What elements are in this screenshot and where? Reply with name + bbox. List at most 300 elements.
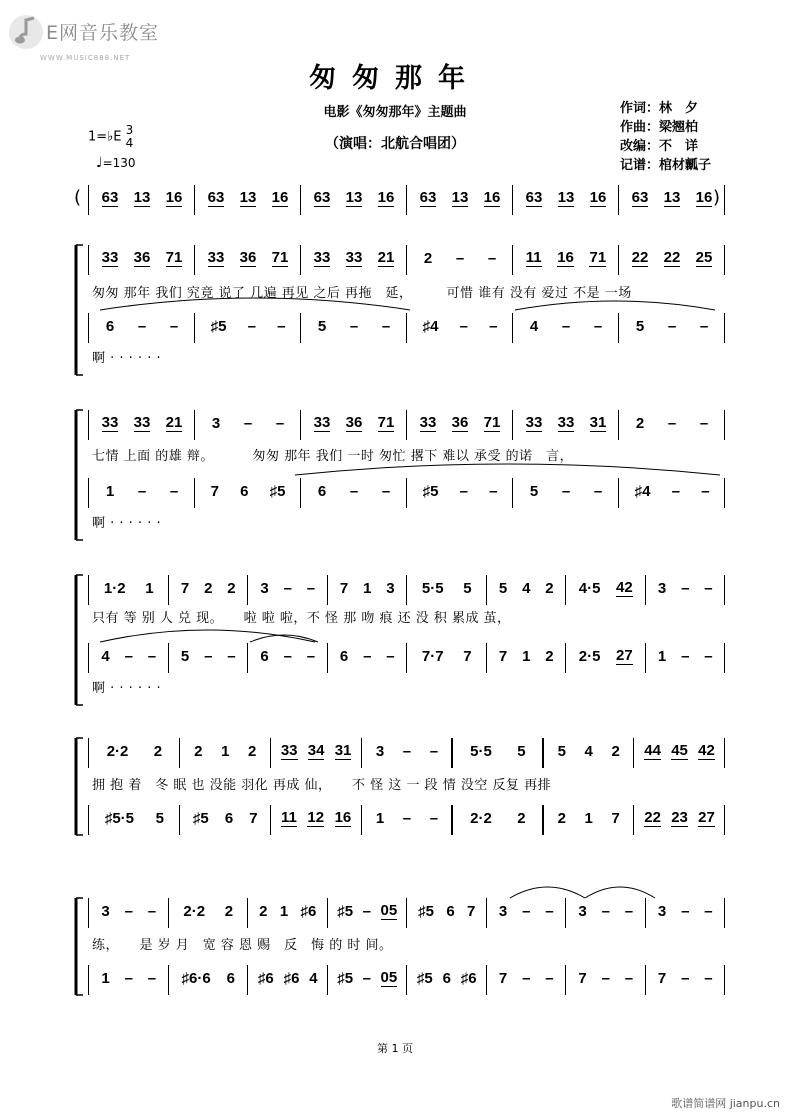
note-group: 6: [224, 810, 234, 827]
measure: [412, 483, 508, 500]
barline: [633, 805, 634, 835]
note-group: –: [275, 415, 285, 432]
song-subtitle: 电影《匆匆那年》主题曲: [323, 105, 467, 120]
note-group: 33: [133, 414, 151, 431]
barline: [168, 575, 169, 605]
barline: [168, 643, 169, 673]
barline: [724, 898, 725, 928]
note-group: 7: [578, 970, 587, 987]
barline: [645, 575, 646, 605]
note-group: 11: [280, 809, 297, 826]
note-group: 2·2: [183, 903, 206, 920]
barline: [512, 245, 513, 275]
note-group: –: [349, 318, 359, 335]
slur: [585, 887, 655, 898]
barline: [194, 478, 195, 508]
note-group: –: [704, 970, 713, 987]
barline: [361, 738, 362, 768]
barline: [406, 185, 407, 215]
note-group: 33: [313, 249, 331, 266]
barline: [194, 185, 195, 215]
note-group: 5: [517, 743, 526, 760]
barline: [247, 898, 248, 928]
measure: [412, 250, 508, 267]
note-group: 1: [363, 580, 372, 597]
note-group: –: [362, 903, 371, 920]
barline: [247, 965, 248, 995]
note-group: –: [124, 970, 133, 987]
note-group: 42: [616, 579, 633, 596]
barline: [327, 575, 328, 605]
measure: [185, 810, 266, 827]
note-group: 05: [380, 902, 398, 919]
measure: [94, 580, 164, 597]
barline: [270, 738, 271, 768]
measure: [571, 580, 641, 597]
note-group: 2: [204, 580, 213, 597]
note-group: 4: [101, 648, 110, 665]
barline: [724, 575, 725, 605]
note-group: 13: [557, 189, 575, 206]
note-group: 33: [525, 414, 543, 431]
note-group: –: [704, 648, 713, 665]
barline: [88, 575, 89, 605]
note-group: 6: [446, 903, 455, 920]
barline: [645, 643, 646, 673]
note-group: 36: [345, 414, 363, 431]
notation-row: [0, 575, 790, 605]
note-group: 16: [377, 189, 395, 206]
note-group: 3: [375, 743, 385, 760]
note-group: 11: [525, 249, 542, 266]
measure: [518, 483, 614, 500]
barline: [194, 410, 195, 440]
music-note-logo-icon: [6, 12, 46, 52]
barline: [247, 575, 248, 605]
barline: [88, 478, 89, 508]
note-group: 3: [578, 903, 587, 920]
measure: [94, 483, 190, 500]
barline: [168, 965, 169, 995]
barline: [486, 575, 487, 605]
measure: [276, 810, 357, 827]
note-group: 33: [280, 742, 298, 759]
note-group: –: [593, 318, 603, 335]
note-group: ♯5: [416, 970, 433, 987]
note-group: –: [429, 810, 439, 827]
notation-row: [0, 738, 790, 768]
note-group: 5: [180, 648, 190, 665]
measure: [253, 580, 323, 597]
barline: [406, 245, 407, 275]
note-group: 6: [317, 483, 327, 500]
measure: [174, 970, 244, 987]
measure: [333, 970, 403, 987]
measure: [492, 970, 562, 987]
barline: [565, 898, 566, 928]
note-group: 1: [584, 810, 593, 827]
note-group: –: [561, 318, 571, 335]
note-group: 7: [249, 810, 258, 827]
note-group: 7: [657, 970, 667, 987]
note-group: –: [247, 318, 256, 335]
note-group: 22: [631, 249, 649, 266]
measure: [367, 743, 448, 760]
note-group: 6: [105, 318, 115, 335]
measure: [571, 648, 641, 665]
note-group: 5: [635, 318, 645, 335]
barline: [633, 738, 634, 768]
note-group: 16: [271, 189, 289, 206]
note-group: 2: [153, 743, 163, 760]
barline: [300, 245, 301, 275]
barline: [724, 738, 725, 768]
lyric-row: [0, 605, 790, 635]
note-group: –: [227, 648, 236, 665]
measure: [94, 190, 190, 207]
measure: [651, 580, 721, 597]
note-group: –: [124, 903, 133, 920]
note-group: –: [601, 970, 610, 987]
song-title: 匆匆那年: [309, 63, 481, 94]
notation-row: [0, 185, 790, 215]
note-group: 33: [313, 414, 331, 431]
note-group: –: [601, 903, 610, 920]
barline: [88, 245, 89, 275]
note-group: –: [522, 903, 531, 920]
note-group: 45: [671, 742, 688, 759]
note-group: –: [545, 903, 554, 920]
note-group: 4: [529, 318, 539, 335]
note-group: –: [459, 318, 468, 335]
note-group: –: [704, 903, 713, 920]
barline: [724, 805, 725, 835]
note-group: 5: [498, 580, 508, 597]
lyric-row: [0, 280, 790, 310]
note-group: 16: [695, 189, 713, 206]
note-group: 5: [529, 483, 539, 500]
measure: [94, 743, 175, 760]
barline: [300, 185, 301, 215]
note-group: 16: [557, 249, 574, 266]
note-group: 5·5: [421, 580, 444, 597]
note-group: ♯5: [192, 810, 209, 827]
note-group: ♯5·5: [104, 810, 135, 827]
note-group: –: [381, 483, 391, 500]
note-group: 36: [239, 249, 257, 266]
measure: [306, 250, 402, 267]
note-group: 63: [419, 189, 437, 206]
note-group: 71: [377, 414, 395, 431]
note-group: 7·7: [421, 648, 444, 665]
barline: [406, 313, 407, 343]
credit-arranger: 改编：不 详: [620, 139, 699, 154]
barline: [724, 643, 725, 673]
note-group: 33: [345, 249, 363, 266]
barline: [168, 898, 169, 928]
note-group: 2: [545, 580, 554, 597]
note-group: –: [124, 648, 133, 665]
note-group: 21: [377, 249, 395, 266]
barline: [724, 185, 725, 215]
barline: [451, 805, 452, 835]
barline: [300, 478, 301, 508]
note-group: 1: [657, 648, 667, 665]
note-group: 27: [698, 809, 715, 826]
note-group: 25: [695, 249, 713, 266]
barline: [406, 643, 407, 673]
note-group: 36: [133, 249, 151, 266]
note-group: –: [386, 648, 395, 665]
barline: [451, 738, 452, 768]
measure: [492, 903, 562, 920]
note-group: 4·5: [578, 580, 601, 597]
note-group: –: [169, 318, 179, 335]
measure: [639, 743, 720, 760]
measure: [367, 810, 448, 827]
note-group: –: [667, 415, 677, 432]
note-group: 2: [194, 743, 203, 760]
measure: [624, 318, 720, 335]
measure: [651, 903, 721, 920]
note-group: 13: [345, 189, 363, 206]
note-group: 16: [165, 189, 183, 206]
note-group: –: [704, 580, 713, 597]
measure: [333, 648, 403, 665]
note-group: –: [701, 483, 710, 500]
barline: [327, 643, 328, 673]
note-group: 63: [207, 189, 225, 206]
watermark-logo-text: E网音乐教室: [46, 22, 160, 44]
measure: [457, 810, 538, 827]
note-group: 63: [313, 189, 331, 206]
measure: [548, 810, 629, 827]
note-group: ♯5: [422, 483, 439, 500]
barline: [406, 575, 407, 605]
measure: [94, 970, 164, 987]
slur: [510, 887, 585, 898]
barline: [247, 643, 248, 673]
measure: [306, 483, 402, 500]
note-group: 71: [271, 249, 289, 266]
notation-row: [0, 898, 790, 928]
performer-line: （演唱：北航合唱团）: [325, 136, 465, 152]
lyric-line: 啊 · · · · · ·: [92, 351, 162, 366]
credit-transcriber: 记谱：棺材瓤子: [620, 158, 712, 173]
key-signature: [88, 124, 133, 150]
measure: [174, 580, 244, 597]
note-group: ♯6: [257, 970, 274, 987]
note-group: 22: [644, 809, 661, 826]
note-group: –: [283, 580, 292, 597]
measure: [412, 415, 508, 432]
note-group: 13: [663, 189, 681, 206]
note-group: –: [363, 648, 372, 665]
notation-row: [0, 805, 790, 835]
intro-open-paren: (: [74, 187, 82, 208]
note-group: 1: [279, 903, 289, 920]
lyric-line: 啊 · · · · · ·: [92, 681, 162, 696]
measure: [200, 250, 296, 267]
note-group: 34: [307, 742, 325, 759]
barline: [724, 478, 725, 508]
note-group: 13: [133, 189, 151, 206]
note-group: 2: [423, 250, 433, 267]
barline: [618, 410, 619, 440]
barline: [618, 313, 619, 343]
measure: [333, 903, 403, 920]
note-group: –: [306, 648, 316, 665]
barline: [327, 898, 328, 928]
note-group: 42: [698, 742, 715, 759]
note-group: –: [283, 648, 292, 665]
note-group: 71: [165, 249, 183, 266]
note-group: 1: [375, 810, 385, 827]
barline: [194, 313, 195, 343]
note-group: –: [489, 318, 498, 335]
note-group: 13: [239, 189, 257, 206]
note-group: –: [671, 483, 680, 500]
note-group: –: [402, 810, 412, 827]
note-group: –: [667, 318, 677, 335]
note-group: –: [522, 970, 531, 987]
note-group: 1: [145, 580, 154, 597]
measure: [412, 580, 482, 597]
note-group: –: [593, 483, 603, 500]
measure: [651, 648, 721, 665]
note-group: –: [681, 970, 690, 987]
barline: [618, 245, 619, 275]
measure: [412, 318, 508, 335]
measure: [94, 648, 164, 665]
note-group: 3: [657, 903, 667, 920]
barline: [645, 898, 646, 928]
measure: [333, 580, 403, 597]
barline: [327, 965, 328, 995]
barline: [179, 805, 180, 835]
barline: [618, 185, 619, 215]
note-group: 33: [101, 414, 119, 431]
barline: [618, 478, 619, 508]
note-group: 4: [584, 743, 593, 760]
notation-row: [0, 643, 790, 673]
page-number: 第 1 页: [377, 1042, 413, 1055]
measure: [492, 580, 562, 597]
measure: [174, 648, 244, 665]
note-group: ♯5: [210, 318, 227, 335]
barline: [486, 643, 487, 673]
note-group: ♯6: [460, 970, 477, 987]
note-group: 7: [339, 580, 349, 597]
lyric-row: [0, 932, 790, 962]
note-group: 3: [386, 580, 395, 597]
note-group: ♯5: [337, 903, 354, 920]
measure: [253, 648, 323, 665]
lyric-row: [0, 675, 790, 705]
note-group: 16: [334, 809, 352, 826]
measure: [548, 743, 629, 760]
note-group: 2·2: [106, 743, 129, 760]
lyric-line: 练， 是 岁 月 宽 容 恩 赐 反 悔 的 时 间。: [92, 938, 393, 953]
measure: [200, 318, 296, 335]
measure: [276, 743, 357, 760]
note-group: –: [699, 318, 709, 335]
barline: [406, 965, 407, 995]
quarter-note-icon: ♩: [96, 155, 103, 171]
note-group: 5: [557, 743, 566, 760]
note-group: –: [699, 415, 709, 432]
measure: [518, 190, 614, 207]
lyric-line: 匆匆 那年 我们 究竟 说了 几遍 再见 之后 再拖 延， 可惜 谁有 没有 爱过 不是 一场: [92, 286, 632, 301]
note-group: 7: [466, 903, 476, 920]
note-group: 21: [165, 414, 183, 431]
measure: [94, 810, 175, 827]
measure: [624, 483, 720, 500]
note-group: 05: [380, 969, 398, 986]
measure: [174, 903, 244, 920]
note-group: –: [681, 903, 690, 920]
measure: [200, 190, 296, 207]
credit-composer: 作曲：梁翘柏: [620, 120, 699, 135]
note-group: –: [381, 318, 391, 335]
note-group: 2: [635, 415, 645, 432]
barline: [512, 478, 513, 508]
note-group: –: [681, 580, 690, 597]
note-group: –: [277, 318, 286, 335]
note-group: 2: [227, 580, 236, 597]
key-label: 1=♭E: [88, 129, 122, 145]
barline: [361, 805, 362, 835]
barline: [88, 738, 89, 768]
note-group: –: [624, 970, 634, 987]
note-group: 3: [211, 415, 221, 432]
note-group: 6: [240, 483, 249, 500]
note-group: 3: [657, 580, 667, 597]
note-group: 3: [101, 903, 110, 920]
note-group: 2·2: [470, 810, 492, 827]
measure: [412, 648, 482, 665]
intro-close-paren: ): [713, 187, 721, 208]
note-group: 2·5: [578, 648, 601, 665]
measure: [412, 970, 482, 987]
note-group: –: [147, 903, 157, 920]
measure: [94, 903, 164, 920]
barline: [724, 965, 725, 995]
measure: [94, 318, 190, 335]
note-group: 71: [483, 414, 501, 431]
barline: [724, 313, 725, 343]
note-group: 6: [226, 970, 235, 987]
note-group: 1: [101, 970, 110, 987]
note-group: 2: [611, 743, 620, 760]
note-group: –: [137, 318, 147, 335]
note-group: 3: [498, 903, 508, 920]
barline: [512, 313, 513, 343]
barline: [565, 643, 566, 673]
note-group: ♯5: [418, 903, 434, 920]
note-group: 23: [671, 809, 688, 826]
measure: [624, 190, 720, 207]
barline: [88, 185, 89, 215]
note-group: ♯5: [337, 970, 354, 987]
lyric-row: [0, 510, 790, 540]
note-group: 7: [498, 970, 508, 987]
note-group: 2: [224, 903, 234, 920]
notation-row: [0, 245, 790, 275]
note-group: –: [402, 743, 412, 760]
note-group: 7: [463, 648, 472, 665]
note-group: 7: [611, 810, 620, 827]
